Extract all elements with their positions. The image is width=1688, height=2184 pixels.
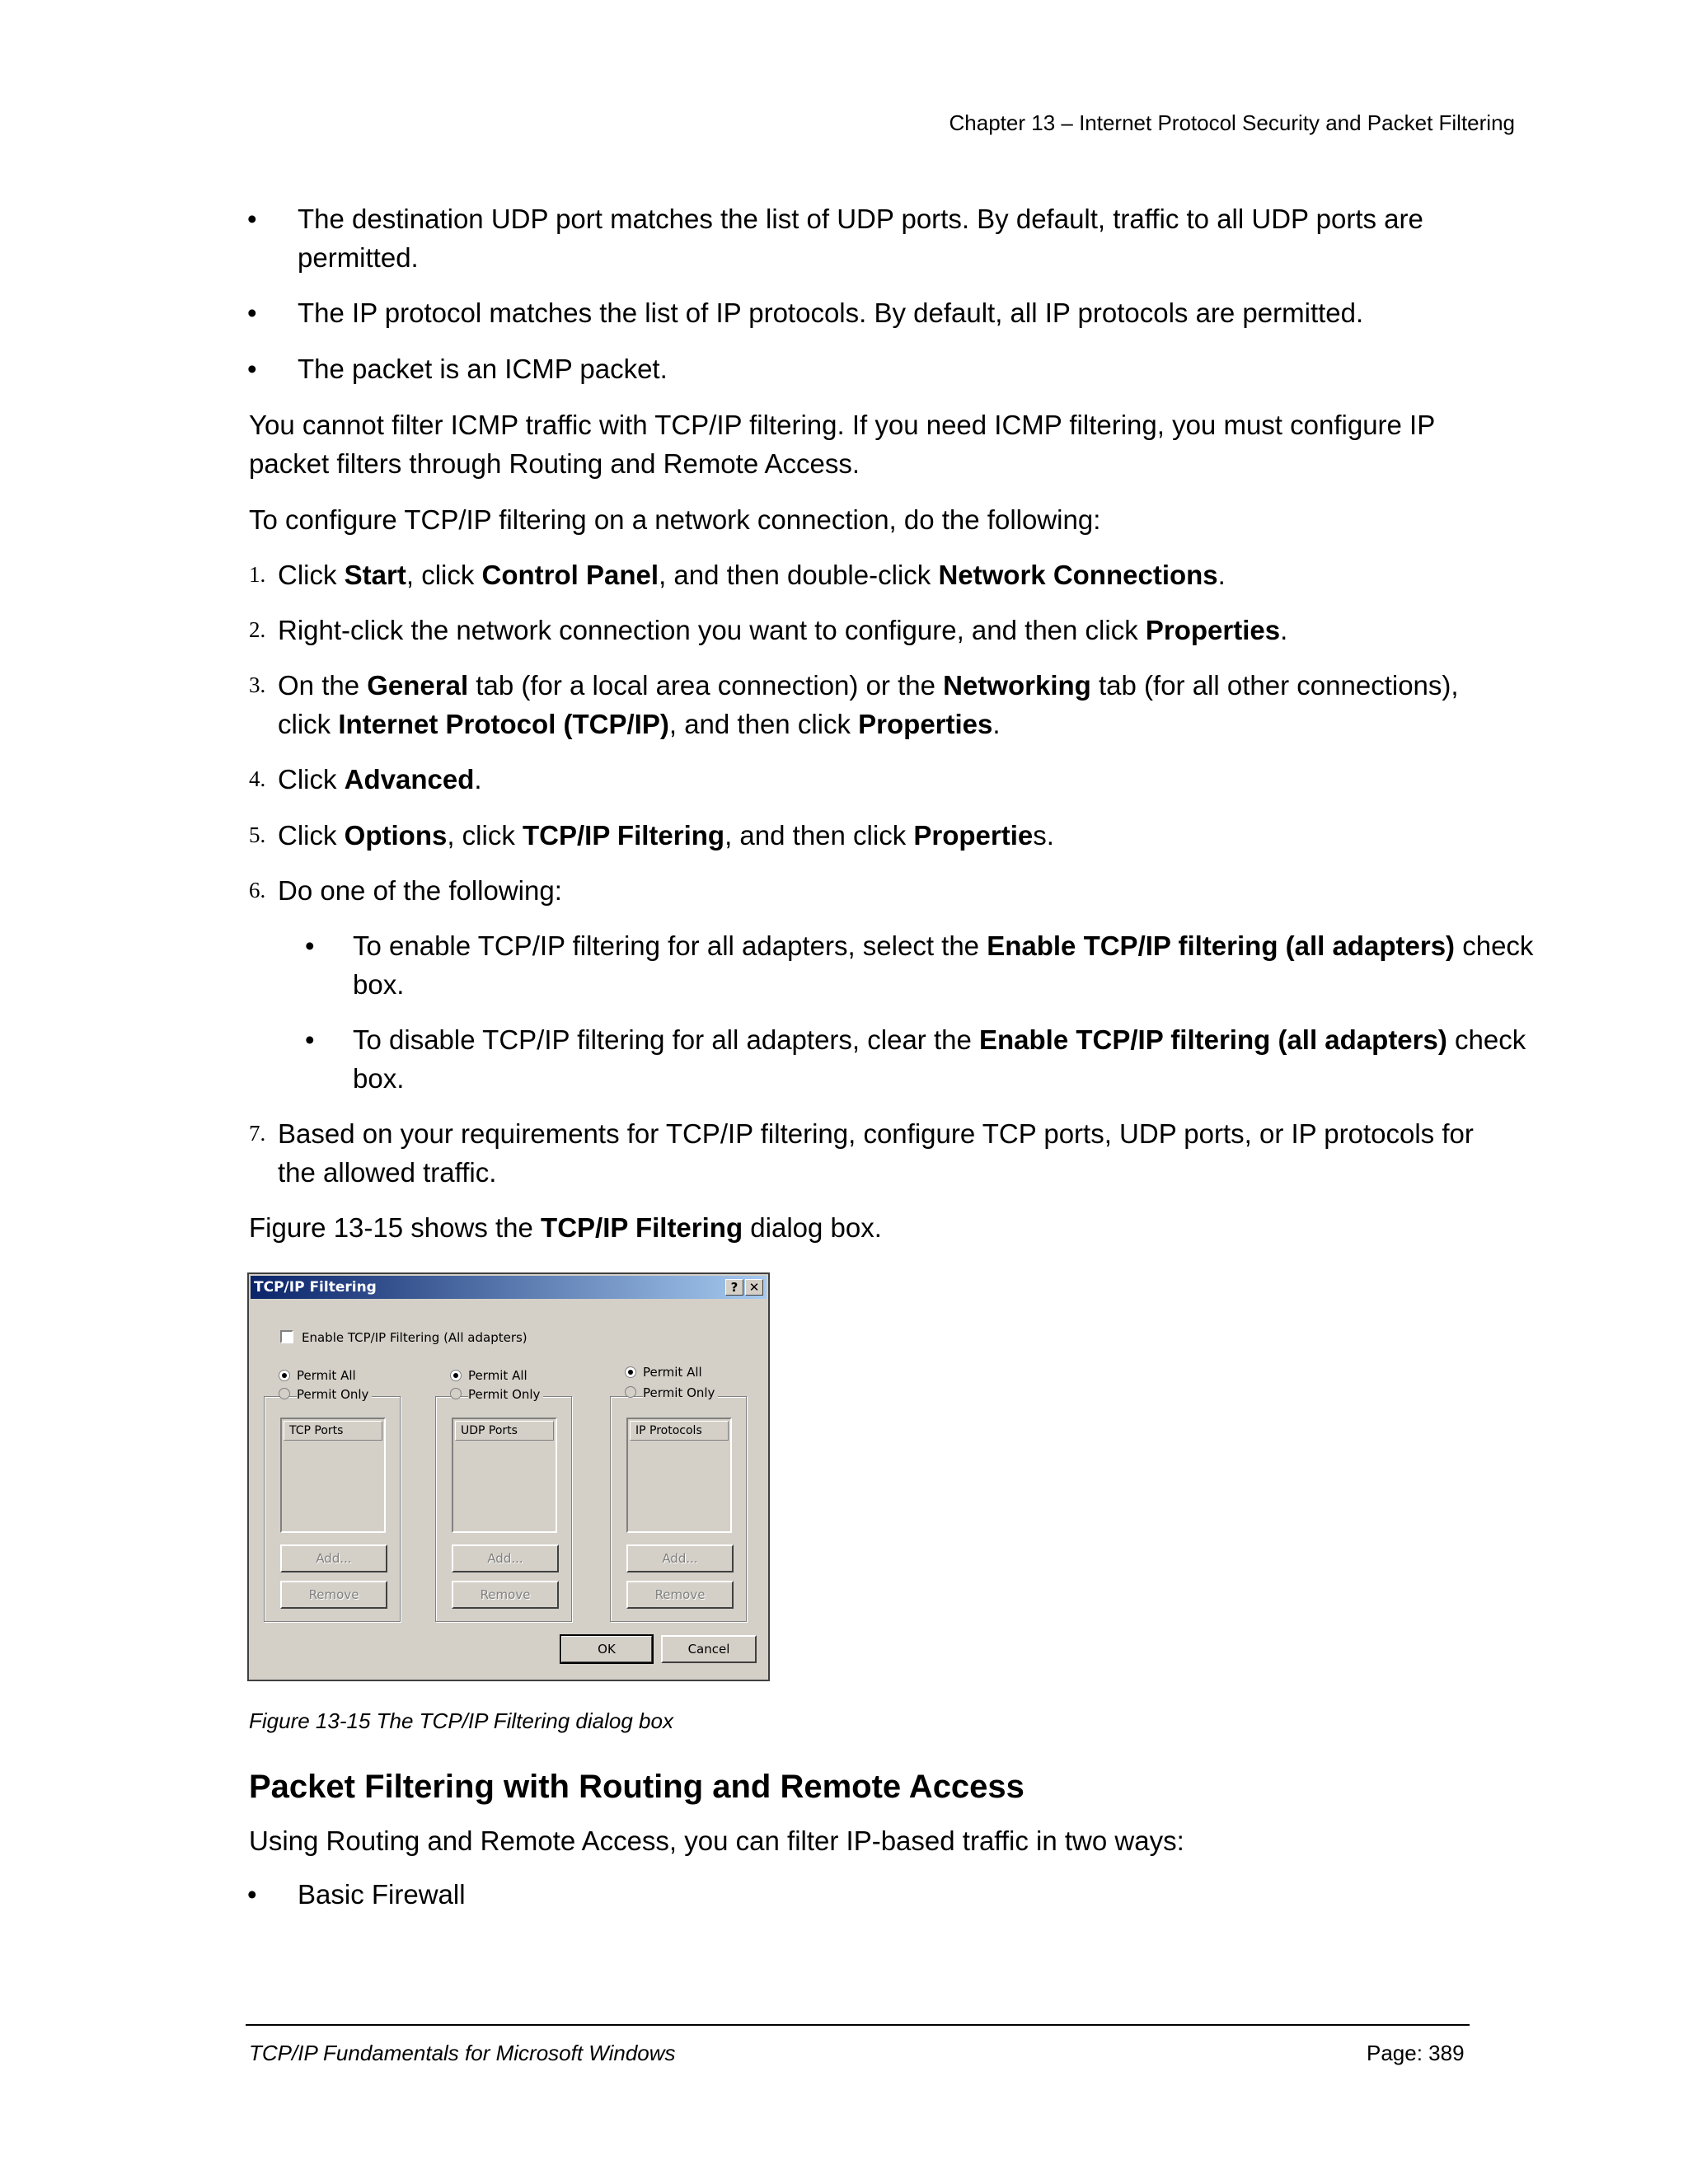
section-heading: Packet Filtering with Routing and Remote Access [249, 1769, 1025, 1805]
running-head: Chapter 13 – Internet Protocol Security and Packet Filtering [949, 110, 1515, 135]
dialog-title: TCP/IP Filtering [254, 1279, 377, 1296]
tcp-ports-header: TCP Ports [284, 1421, 382, 1441]
tcp-ports-list[interactable] [280, 1418, 386, 1533]
bullet-text-continued: permitted. [298, 242, 419, 273]
step-7: Based on your requirements for TCP/IP filtering, configure TCP ports, UDP ports, or IP protocols for [278, 1118, 1474, 1149]
section-intro: Using Routing and Remote Access, you can filter IP-based traffic in two ways: [249, 1825, 1184, 1856]
icmp-paragraph: You cannot filter ICMP traffic with TCP/IP filtering. If you need ICMP filtering, you must configure IP [249, 410, 1436, 440]
udp-ports-list[interactable] [452, 1418, 557, 1533]
sub-bullet-symbol: • [305, 930, 315, 961]
bullet-symbol: • [247, 1879, 257, 1910]
udp-permit-all-label: Permit All [468, 1368, 528, 1383]
close-button[interactable]: ✕ [745, 1279, 763, 1296]
step-4: Click Advanced. [278, 764, 482, 794]
udp-ports-header: UDP Ports [455, 1421, 554, 1441]
sub-bullet-enable-continued: box. [353, 969, 405, 1000]
ip-protocols-list[interactable] [626, 1418, 732, 1533]
footer-title: TCP/IP Fundamentals for Microsoft Windows [249, 2041, 676, 2065]
sub-bullet-disable: To disable TCP/IP filtering for all adapters, clear the Enable TCP/IP filtering (all adapters) check [353, 1024, 1526, 1055]
udp-add-button[interactable]: Add... [452, 1544, 559, 1572]
step-7-continued: the allowed traffic. [278, 1157, 497, 1188]
step-6: Do one of the following: [278, 875, 562, 906]
page-number: Page: 389 [1367, 2041, 1465, 2065]
bullet-symbol: • [247, 204, 257, 234]
udp-permit-only-label: Permit Only [468, 1387, 543, 1402]
step-number: 7. [249, 1121, 266, 1146]
ok-button[interactable]: OK [560, 1635, 653, 1663]
step-number: 1. [249, 562, 266, 587]
udp-permit-all-radio[interactable] [450, 1370, 462, 1381]
ip-permit-all-label: Permit All [643, 1365, 702, 1380]
step-5: Click Options, click TCP/IP Filtering, and then click Properties. [278, 820, 1054, 851]
ip-permit-only-radio[interactable] [625, 1386, 636, 1398]
step-number: 2. [249, 617, 266, 642]
sub-bullet-symbol: • [305, 1024, 315, 1055]
tcpip-filtering-dialog [247, 1272, 770, 1681]
tcp-permit-only-radio[interactable] [279, 1388, 290, 1399]
enable-filtering-checkbox[interactable] [280, 1330, 293, 1343]
bullet-symbol: • [247, 354, 257, 384]
enable-filtering-label: Enable TCP/IP Filtering (All adapters) [302, 1330, 528, 1345]
step-number: 3. [249, 673, 266, 697]
tcp-permit-all-label: Permit All [297, 1368, 356, 1383]
bullet-symbol: • [247, 298, 257, 328]
ip-permit-only-label: Permit Only [643, 1385, 718, 1400]
bullet-text: The packet is an ICMP packet. [298, 354, 668, 384]
help-button[interactable]: ? [725, 1279, 743, 1296]
udp-permit-only-radio[interactable] [450, 1388, 462, 1399]
tcp-permit-only-label: Permit Only [297, 1387, 372, 1402]
ip-protocols-header: IP Protocols [630, 1421, 729, 1441]
step-number: 4. [249, 766, 266, 791]
bullet-text: The destination UDP port matches the list of UDP ports. By default, traffic to all UDP ports are [298, 204, 1423, 234]
sub-bullet-disable-continued: box. [353, 1063, 405, 1094]
step-number: 6. [249, 878, 266, 902]
tcp-remove-button[interactable]: Remove [280, 1581, 387, 1609]
tcp-add-button[interactable]: Add... [280, 1544, 387, 1572]
tcp-permit-all-radio[interactable] [279, 1370, 290, 1381]
step-3-continued: click Internet Protocol (TCP/IP), and then click Properties. [278, 709, 1001, 739]
procedure-intro: To configure TCP/IP filtering on a network connection, do the following: [249, 504, 1101, 535]
step-3: On the General tab (for a local area connection) or the Networking tab (for all other connections), [278, 670, 1459, 701]
cancel-button[interactable]: Cancel [661, 1635, 757, 1663]
ip-remove-button[interactable]: Remove [626, 1581, 734, 1609]
sub-bullet-enable: To enable TCP/IP filtering for all adapters, select the Enable TCP/IP filtering (all adapters) check [353, 930, 1534, 961]
step-number: 5. [249, 823, 266, 847]
footer-divider [246, 2024, 1470, 2026]
step-2: Right-click the network connection you want to configure, and then click Properties. [278, 615, 1288, 645]
step-1: Click Start, click Control Panel, and then double-click Network Connections. [278, 560, 1226, 590]
dialog-title-bar [251, 1276, 767, 1299]
bullet-text: The IP protocol matches the list of IP protocols. By default, all IP protocols are permitted. [298, 298, 1364, 328]
bullet-text: Basic Firewall [298, 1879, 466, 1910]
ip-permit-all-radio[interactable] [625, 1366, 636, 1378]
ip-add-button[interactable]: Add... [626, 1544, 734, 1572]
figure-reference: Figure 13-15 shows the TCP/IP Filtering dialog box. [249, 1212, 882, 1243]
figure-caption: Figure 13-15 The TCP/IP Filtering dialog box [249, 1708, 673, 1733]
icmp-paragraph-continued: packet filters through Routing and Remote Access. [249, 448, 860, 479]
udp-remove-button[interactable]: Remove [452, 1581, 559, 1609]
